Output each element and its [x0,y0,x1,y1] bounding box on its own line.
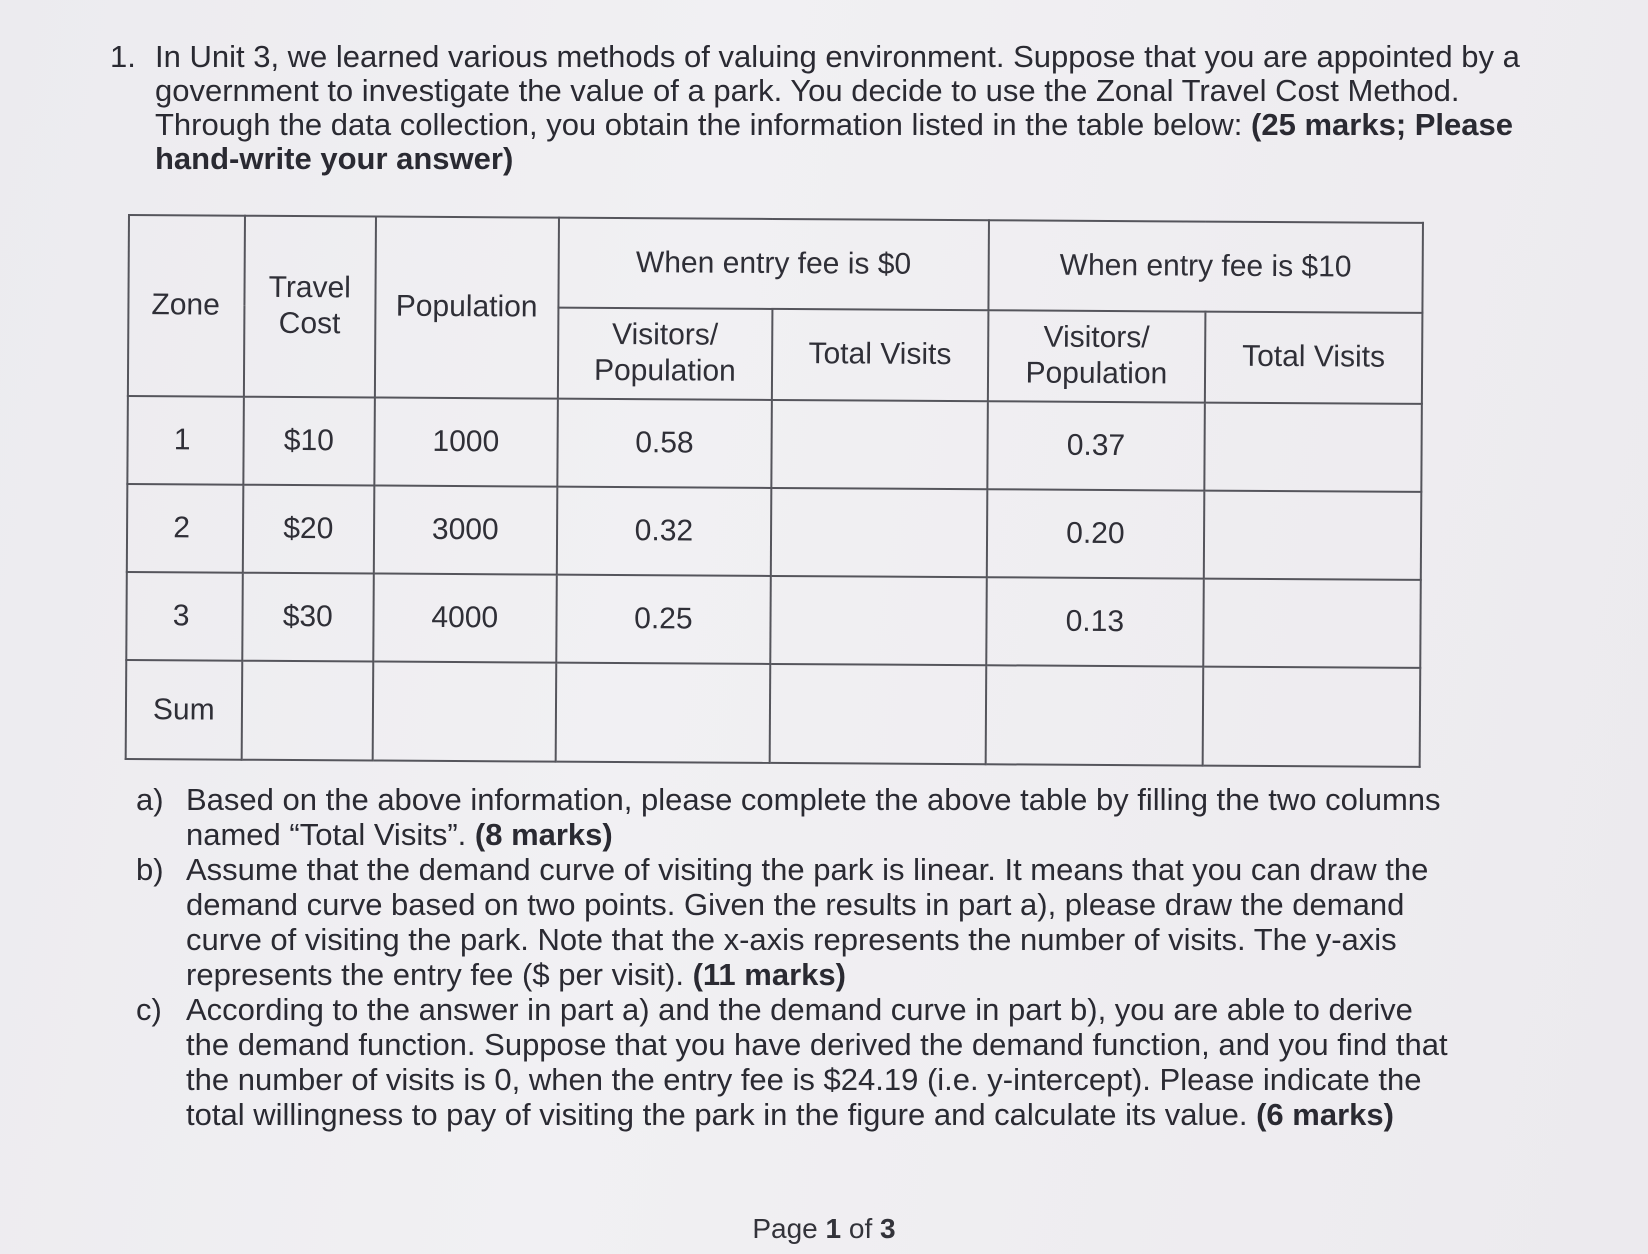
table-header-row-1 [128,215,1423,313]
table-sum-row [126,660,1421,767]
header-zone: Zone [128,215,245,396]
part-marks: (11 marks) [692,957,846,992]
cell-total-visits-fee10 [1203,579,1421,669]
cell-zone: 1 [127,396,243,485]
cell-zone: 3 [126,572,242,661]
cell-population: 3000 [373,485,557,574]
header-total-visits-fee10: Total Visits [1205,312,1423,404]
cell-vp-fee0: 0.32 [557,486,771,576]
cell-vp-fee10: 0.20 [987,489,1205,579]
part-label: c) [136,992,162,1027]
header-total-visits-fee0: Total Visits [772,309,989,401]
part-marks: (8 marks) [474,817,613,852]
cell-sum-label: Sum [126,660,243,759]
question-marks-note: (25 marks; Please hand-write your answer) [155,107,1514,176]
question-number: 1. [110,39,136,74]
part-a [136,782,1536,852]
part-label: a) [136,782,164,817]
part-label: b) [136,852,164,887]
page-footer [0,1213,1648,1245]
cell-population: 4000 [373,574,557,663]
cell-zone: 2 [127,484,243,573]
footer-page-word: Page [752,1213,818,1244]
part-text: According to the answer in part a) and the demand curve in part b), you are able to derive the demand function. Suppose that you have derived the demand function, and you find that the number of visits is 0, when the entry fee is $24.19 (i.e. y-intercept). Please indicate the total willingness to pay of visiting the park in the figure and calculate its value. [186,992,1448,1132]
cell-sum-empty [985,665,1203,765]
cell-total-visits-fee0 [771,488,988,578]
cell-sum-empty [1203,667,1421,767]
cell-vp-fee10: 0.13 [986,577,1204,667]
travel-cost-table [125,214,1424,768]
question-text-block [155,40,1525,176]
cell-travel-cost: $30 [242,573,373,662]
part-marks: (6 marks) [1256,1097,1394,1132]
part-text-block [186,852,1456,992]
header-group-fee-10: When entry fee is $10 [988,220,1423,313]
header-travel-cost: Travel Cost [244,216,376,397]
footer-page-current: 1 [825,1213,842,1244]
footer-page-total: 3 [880,1213,896,1244]
cell-sum-empty [242,661,373,761]
header-visitors-population-fee0: Visitors/ Population [558,308,772,400]
part-text: Based on the above information, please complete the above table by filling the two columns named “Total Visits”. [186,782,1441,852]
header-population: Population [374,217,558,399]
table-row [126,572,1421,668]
header-visitors-population-fee10: Visitors/ Population [988,311,1206,403]
part-text-block [186,992,1456,1132]
cell-population: 1000 [374,397,558,486]
cell-travel-cost: $10 [243,396,374,485]
cell-sum-empty [769,664,986,764]
cell-sum-empty [556,663,771,763]
part-b [136,852,1536,992]
table-row [127,484,1422,580]
cell-total-visits-fee10 [1204,490,1422,580]
cell-total-visits-fee10 [1204,402,1422,492]
question-text: In Unit 3, we learned various methods of valuing environment. Suppose that you are appointed by a government to investigate the value of a park. You decide to use the Zonal Travel Cost Method. Through the data collection, you obtain the information listed in the table below: [155,39,1520,142]
cell-travel-cost: $20 [243,485,374,574]
cell-sum-empty [372,662,556,762]
footer-of-word: of [848,1213,873,1244]
cell-total-visits-fee0 [771,400,988,490]
cell-vp-fee10: 0.37 [987,401,1205,491]
question-parts [136,782,1536,1132]
table-row [127,396,1422,492]
cell-vp-fee0: 0.25 [556,575,770,665]
part-c [136,992,1536,1132]
header-group-fee-0: When entry fee is $0 [558,218,988,311]
cell-total-visits-fee0 [770,576,987,666]
cell-vp-fee0: 0.58 [557,398,771,488]
part-text-block [186,782,1456,852]
part-text: Assume that the demand curve of visiting the park is linear. It means that you can draw the demand curve based on two points. Given the results in part a), please draw the demand curve of visiting the park. Note that the x-axis represents the number of visits. The y-axis represents the entry fee ($ per visit). [186,852,1429,992]
